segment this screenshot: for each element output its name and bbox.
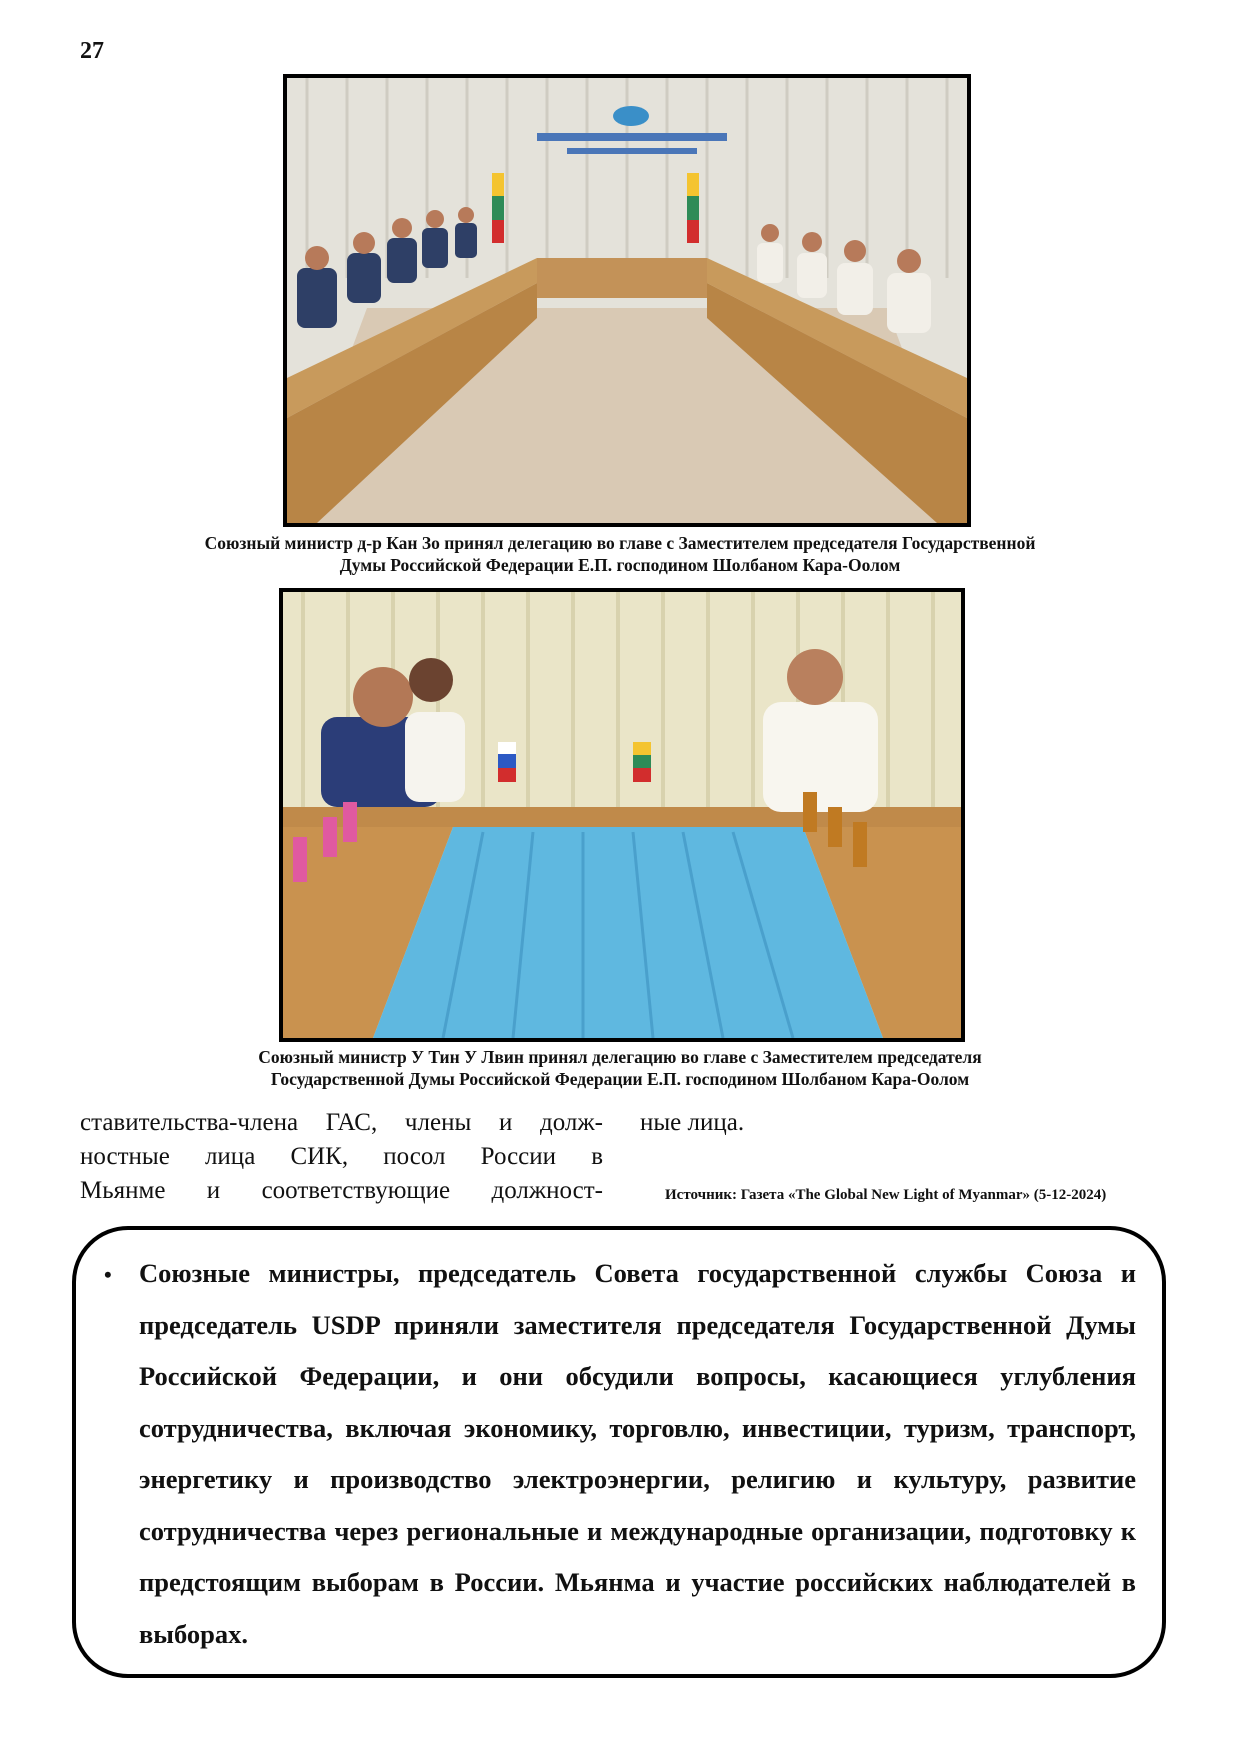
body-left-line-2: ностные лица СИК, посол России в [80,1143,603,1170]
summary-text: Союзные министры, председатель Совета государственной службы Союза и председатель USDP приняли заместителя председателя Государственной Думы Российской Федерации, и они обсудили вопросы, касающиеся углубления сотрудничества, включая экономику, торговлю, инвестиции, туризм, транспорт, энергетику и производство электроэнергии, религию и культуру, развитие сотрудничества через региональные и международные организации, подготовку к предстоящим выборам в России. Мьянма и участие российских наблюдателей в выборах. [139,1258,1136,1649]
body-column-left [80,1106,603,1208]
page-number: 27 [80,38,104,64]
caption-1-line-2: Думы Российской Федерации Е.П. господином Шолбаном Кара-Оолом [339,555,901,575]
meeting-photo-2 [279,588,965,1042]
photo-caption-1 [100,532,1140,576]
photo-caption-2 [140,1046,1100,1090]
caption-2-line-2: Государственной Думы Российской Федерации Е.П. господином Шолбаном Кара-Оолом [270,1069,970,1089]
body-left-line-1: ставительства-члена ГАС, члены и долж- [80,1109,603,1136]
body-column-right [640,1106,1160,1140]
source-citation: Источник: Газета «The Global New Light of Myanmar» (5-12-2024) [665,1187,1107,1203]
caption-2-line-1: Союзный министр У Тин У Лвин принял делегацию во главе с Заместителем председателя [258,1047,982,1067]
body-left-line-3: Мьянме и соответствующие должност- [80,1177,603,1204]
meeting-photo-1 [283,74,971,527]
caption-1-line-1: Союзный министр д-р Кан Зо принял делегацию во главе с Заместителем председателя Государственной [204,533,1036,553]
summary-box [72,1226,1166,1678]
body-right-line-1: ные лица. [640,1109,745,1136]
bullet-icon: • [104,1262,112,1287]
